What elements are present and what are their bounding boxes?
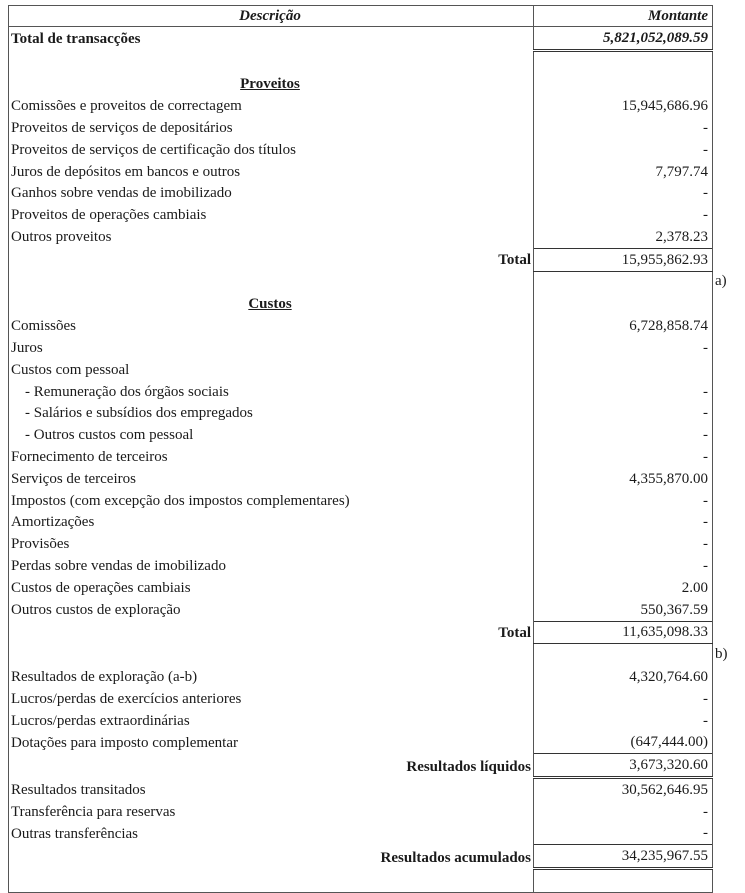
row-value: - [534, 403, 713, 425]
row-label: Outros custos de exploração [9, 599, 534, 621]
row-label: Resultados de exploração (a-b) [9, 666, 534, 688]
table-row [9, 577, 713, 599]
row-label: Custos com pessoal [9, 359, 534, 381]
table-row [9, 533, 713, 555]
table-row [9, 688, 713, 710]
table-row [9, 95, 713, 117]
resultados-acumulados-value: 34,235,967.55 [534, 845, 713, 869]
row-label: - Remuneração dos órgãos sociais [9, 381, 534, 403]
table-row [9, 710, 713, 732]
row-value: 6,728,858.74 [534, 315, 713, 337]
row-label: Amortizações [9, 512, 534, 534]
table-row [9, 183, 713, 205]
table-row [9, 226, 713, 248]
table-row [9, 732, 713, 754]
row-value: - [534, 183, 713, 205]
note-a: a) [715, 273, 727, 290]
row-value: - [534, 117, 713, 139]
row-label: Outros proveitos [9, 226, 534, 248]
row-label: Proveitos de serviços de depositários [9, 117, 534, 139]
table-row [9, 599, 713, 621]
resultados-liquidos-label: Resultados líquidos [9, 754, 534, 778]
spacer-row [9, 50, 713, 73]
row-value: 4,355,870.00 [534, 468, 713, 490]
row-label: Serviços de terceiros [9, 468, 534, 490]
row-value: - [534, 424, 713, 446]
table-header [9, 6, 713, 27]
row-label: Lucros/perdas extraordinárias [9, 710, 534, 732]
row-label: - Outros custos com pessoal [9, 424, 534, 446]
resultados-liquidos-row [9, 754, 713, 778]
table-row [9, 778, 713, 801]
table-row [9, 315, 713, 337]
row-value: 550,367.59 [534, 599, 713, 621]
total-transactions-row [9, 27, 713, 51]
row-label: Proveitos de operações cambiais [9, 204, 534, 226]
proveitos-total-row [9, 248, 713, 271]
row-value: - [534, 823, 713, 845]
row-value: - [534, 446, 713, 468]
custos-title: Custos [248, 296, 292, 313]
table-row [9, 512, 713, 534]
row-label: Perdas sobre vendas de imobilizado [9, 555, 534, 577]
amount-column-header: Montante [534, 6, 713, 27]
custos-total-row [9, 621, 713, 644]
row-value [534, 359, 713, 381]
resultados-liquidos-value: 3,673,320.60 [534, 754, 713, 778]
table-row [9, 403, 713, 425]
row-label: Custos de operações cambiais [9, 577, 534, 599]
row-label: Fornecimento de terceiros [9, 446, 534, 468]
row-value: - [534, 533, 713, 555]
proveitos-total-value: 15,955,862.93 [534, 248, 713, 271]
row-value: - [534, 710, 713, 732]
row-value: 2,378.23 [534, 226, 713, 248]
table-row [9, 801, 713, 823]
table-row [9, 666, 713, 688]
row-label: Comissões [9, 315, 534, 337]
row-value: 4,320,764.60 [534, 666, 713, 688]
row-value: - [534, 801, 713, 823]
financial-statement-table [8, 5, 728, 893]
row-label: Proveitos de serviços de certificação dos títulos [9, 139, 534, 161]
spacer-row [9, 271, 713, 293]
row-value: - [534, 139, 713, 161]
row-value: - [534, 337, 713, 359]
row-label: Juros de depósitos em bancos e outros [9, 161, 534, 183]
table-row [9, 424, 713, 446]
spacer-row [9, 869, 713, 893]
row-value: - [534, 204, 713, 226]
table-row [9, 381, 713, 403]
row-label: Dotações para imposto complementar [9, 732, 534, 754]
row-label: Ganhos sobre vendas de imobilizado [9, 183, 534, 205]
row-value: - [534, 688, 713, 710]
row-value: 2.00 [534, 577, 713, 599]
row-label: - Salários e subsídios dos empregados [9, 403, 534, 425]
row-label: Outras transferências [9, 823, 534, 845]
custos-total-label: Total [9, 621, 534, 644]
resultados-acumulados-label: Resultados acumulados [9, 845, 534, 869]
total-transactions-label: Total de transacções [9, 27, 534, 51]
row-value: 15,945,686.96 [534, 95, 713, 117]
resultados-acumulados-row [9, 845, 713, 869]
table-row [9, 468, 713, 490]
table-row [9, 337, 713, 359]
proveitos-section-title [9, 74, 713, 96]
table-row [9, 204, 713, 226]
proveitos-title: Proveitos [240, 76, 300, 93]
table-row [9, 117, 713, 139]
table-row [9, 161, 713, 183]
table-row [9, 490, 713, 512]
table-row [9, 359, 713, 381]
row-value: - [534, 512, 713, 534]
row-value: 30,562,646.95 [534, 778, 713, 801]
table-row [9, 139, 713, 161]
row-label: Juros [9, 337, 534, 359]
table-row [9, 555, 713, 577]
proveitos-total-label: Total [9, 248, 534, 271]
table-row [9, 823, 713, 845]
description-column-header: Descrição [9, 6, 534, 27]
row-label: Impostos (com excepção dos impostos complementares) [9, 490, 534, 512]
row-value: (647,444.00) [534, 732, 713, 754]
note-b: b) [715, 645, 728, 662]
spacer-row [9, 644, 713, 666]
row-label: Transferência para reservas [9, 801, 534, 823]
row-label: Provisões [9, 533, 534, 555]
custos-total-value: 11,635,098.33 [534, 621, 713, 644]
row-value: 7,797.74 [534, 161, 713, 183]
row-value: - [534, 490, 713, 512]
total-transactions-value: 5,821,052,089.59 [534, 27, 713, 51]
row-value: - [534, 381, 713, 403]
table-row [9, 446, 713, 468]
row-label: Comissões e proveitos de correctagem [9, 95, 534, 117]
custos-section-title [9, 294, 713, 316]
row-label: Resultados transitados [9, 778, 534, 801]
row-label: Lucros/perdas de exercícios anteriores [9, 688, 534, 710]
row-value: - [534, 555, 713, 577]
